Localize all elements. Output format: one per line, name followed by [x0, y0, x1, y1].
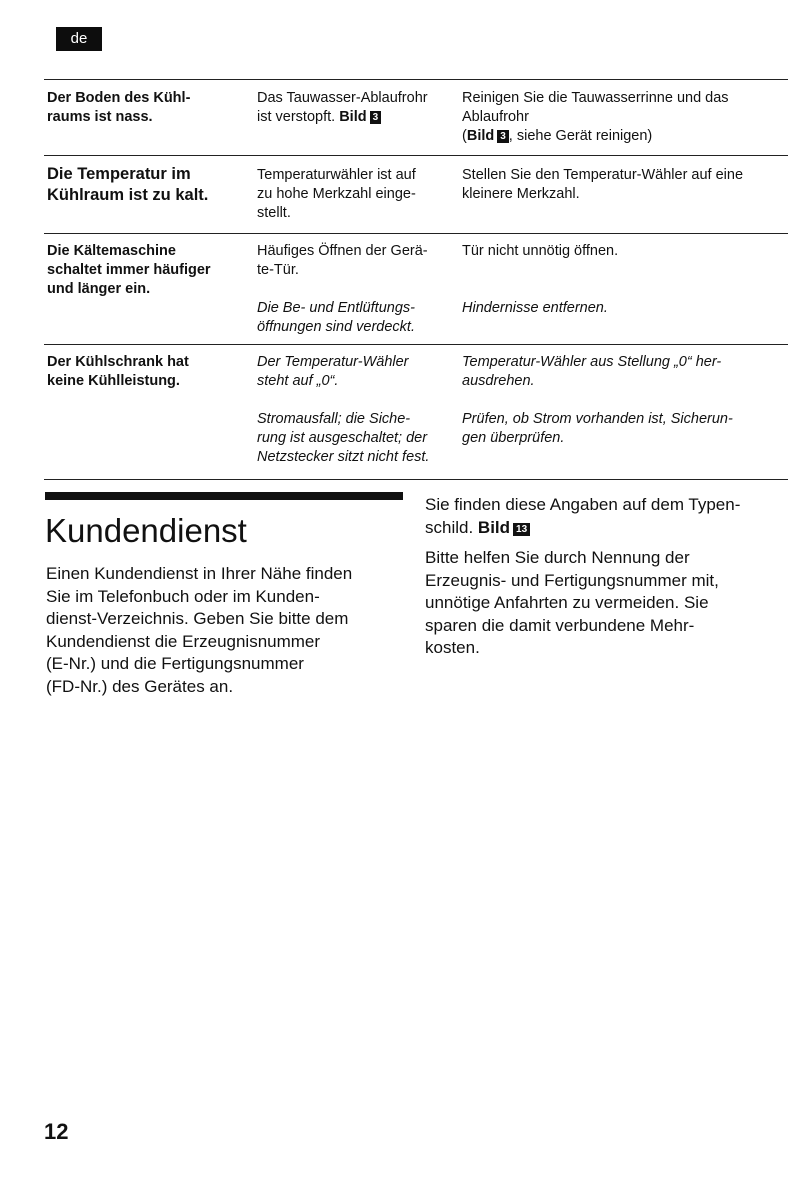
- section-title: Kundendienst: [45, 512, 247, 549]
- remedy-turn-dial: Temperatur-Wähler aus Stellung „0“ her- ausdrehen.: [462, 354, 722, 389]
- remedy-lower-setting: Stellen Sie den Temperatur-Wähler auf eine kleinere Merkzahl.: [462, 167, 744, 202]
- rating-plate-paragraph: Sie finden diese Angaben auf dem Typen- schild. Bild 13: [425, 495, 741, 537]
- row-divider: [44, 155, 788, 156]
- cause-setting-too-high: Temperaturwähler ist auf zu hohe Merkzahl einge- stellt.: [257, 167, 416, 221]
- row-divider: [44, 344, 788, 345]
- problem-too-cold: Die Temperatur im Kühlraum ist zu kalt.: [47, 165, 209, 204]
- figure-badge: 3: [370, 111, 382, 124]
- problem-no-cooling: Der Kühlschrank hat keine Kühlleistung.: [47, 354, 189, 389]
- problem-compressor-often: Die Kältemaschine schaltet immer häufiger und länger ein.: [47, 243, 211, 297]
- section-bar: [45, 492, 403, 500]
- cause-door-opened: Häufiges Öffnen der Gerä- te-Tür.: [257, 243, 428, 278]
- page-number: 12: [44, 1119, 69, 1144]
- help-paragraph: Bitte helfen Sie durch Nennung der Erzeugnis- und Fertigungsnummer mit, unnötige Anfahrten zu vermeiden. Sie sparen die damit verbundene Mehr- kosten.: [425, 548, 719, 657]
- remedy-check-power: Prüfen, ob Strom vorhanden ist, Sicherun- gen überprüfen.: [462, 411, 733, 446]
- remedy-clean-drain: Reinigen Sie die Tauwasserrinne und das Ablaufrohr (Bild 3 , siehe Gerät reinigen): [462, 90, 729, 144]
- figure-badge: 3: [497, 130, 509, 143]
- remedy-keep-door-closed: Tür nicht unnötig öffnen.: [462, 243, 619, 259]
- cause-dial-at-zero: Der Temperatur-Wähler steht auf „0“.: [257, 354, 409, 389]
- cause-vents-covered: Die Be- und Entlüftungs- öffnungen sind verdeckt.: [257, 300, 415, 335]
- cause-power-failure: Stromausfall; die Siche- rung ist ausgeschaltet; der Netzstecker sitzt nicht fest.: [257, 411, 430, 465]
- table-top-rule: [44, 79, 788, 80]
- language-badge: de: [56, 27, 102, 51]
- remedy-remove-obstacles: Hindernisse entfernen.: [462, 300, 608, 316]
- service-paragraph: Einen Kundendienst in Ihrer Nähe finden Sie im Telefonbuch oder im Kunden- dienst-Verzeichnis. Geben Sie bitte dem Kundendienst die Erzeugnisnummer (E-Nr.) und die Fertigungsnummer (FD-Nr.) des Gerätes an.: [46, 564, 353, 696]
- cause-drain-blocked: Das Tauwasser-Ablaufrohr ist verstopft. Bild 3: [257, 90, 428, 125]
- table-bottom-rule: [44, 479, 788, 480]
- problem-wet-floor: Der Boden des Kühl- raums ist nass.: [47, 90, 191, 125]
- figure-badge: 13: [513, 523, 530, 536]
- row-divider: [44, 233, 788, 234]
